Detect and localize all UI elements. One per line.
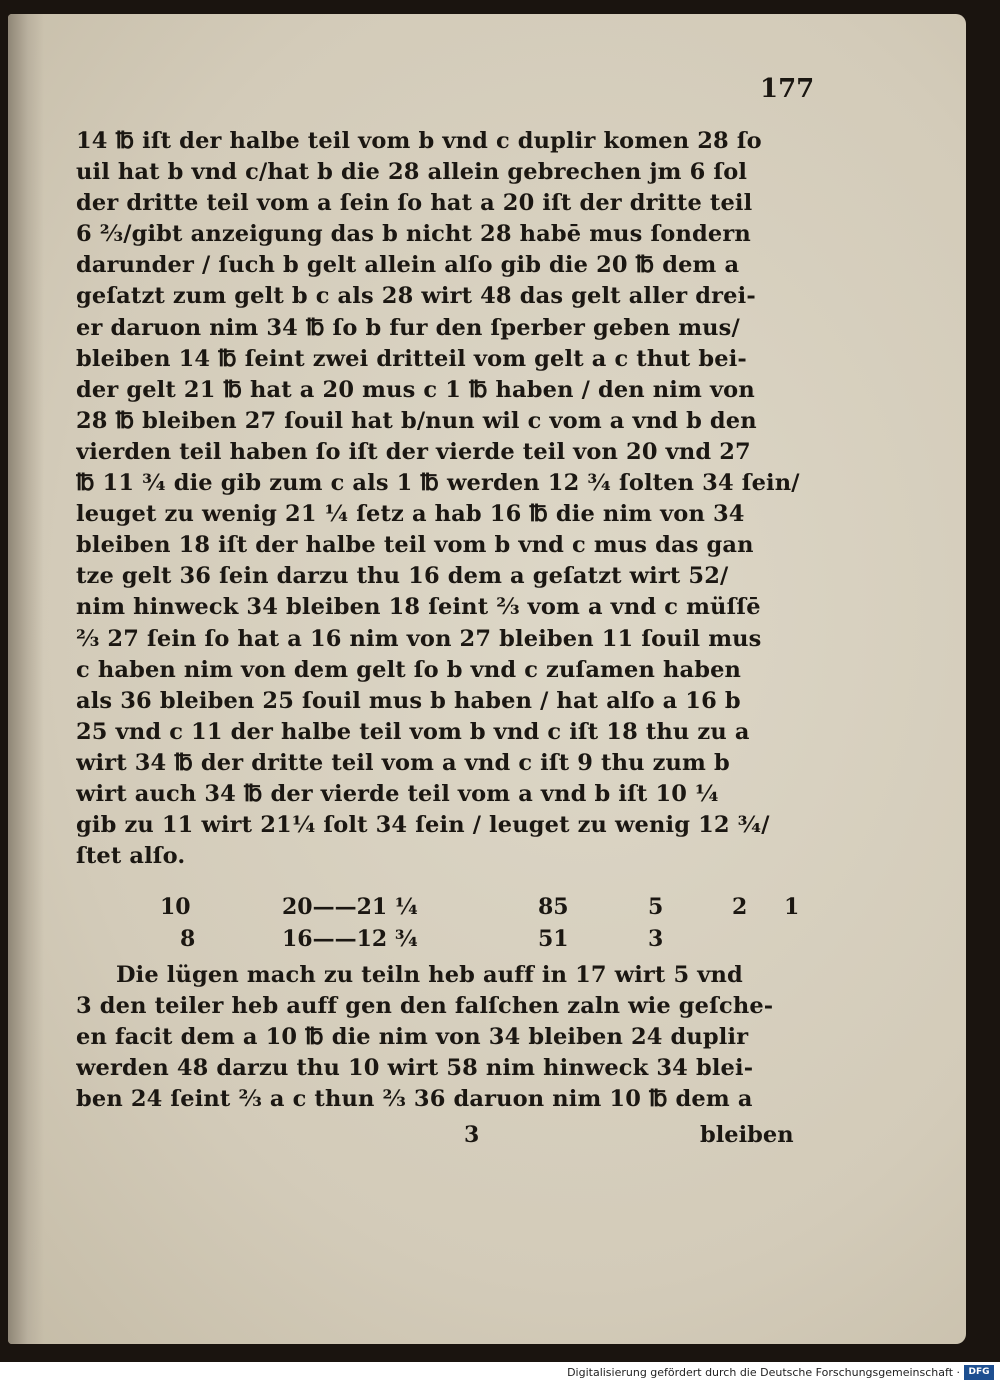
table-cell: 2 (732, 894, 748, 920)
text-line: der dritte teil vom a ſein ſo hat a 20 iſt der dritte teil (76, 190, 753, 217)
text-line: wirt auch 34 ℔ der vierde teil vom a vnd b iſt 10 ¼ (76, 780, 719, 807)
text-line: nim hinweck 34 bleiben 18 ſeint ⅔ vom a vnd c müſſē (76, 594, 761, 621)
text-line: 3 den teiler heb auff gen den falſchen zaln wie geſche- (76, 993, 774, 1020)
text-line: der gelt 21 ℔ hat a 20 mus c 1 ℔ haben / den nim von (76, 376, 755, 403)
text-line: 28 ℔ bleiben 27 ſouil hat b/nun wil c vom a vnd b den (76, 407, 757, 434)
text-line: 14 ℔ iſt der halbe teil vom b vnd c duplir komen 28 ſo (76, 128, 762, 154)
text-line: geſatzt zum gelt b c als 28 wirt 48 das gelt aller drei- (76, 283, 756, 310)
page-binding-shadow (8, 14, 44, 1344)
table-cell: 51 (538, 926, 569, 952)
table-cell: 20——21 ¼ (282, 894, 418, 920)
text-line: bleiben 18 iſt der halbe teil vom b vnd c mus das gan (76, 532, 754, 559)
table-cell: 16——12 ¾ (282, 926, 418, 952)
text-line: 6 ⅔/gibt anzeigung das b nicht 28 habē mus ſondern (76, 221, 751, 248)
text-line: gib zu 11 wirt 21¼ ſolt 34 ſein / leuget zu wenig 12 ¾/ (76, 812, 770, 839)
table-cell: 5 (648, 894, 664, 920)
second-paragraph (76, 960, 816, 1115)
text-line: c haben nim von dem gelt ſo b vnd c zuſamen haben (76, 656, 742, 683)
text-line: en facit dem a 10 ℔ die nim von 34 bleiben 24 duplir (76, 1024, 749, 1051)
text-line: er daruon nim 34 ℔ ſo b fur den ſperber geben mus/ (76, 314, 740, 341)
text-line: ben 24 ſeint ⅔ a c thun ⅔ 36 daruon nim 10 ℔ dem a (76, 1086, 753, 1113)
main-paragraph (76, 126, 816, 872)
text-line: 25 vnd c 11 der halbe teil vom b vnd c iſt 18 thu zu a (76, 718, 750, 745)
text-line: ℔ 11 ¾ die gib zum c als 1 ℔ werden 12 ¾ ſolten 34 ſein/ (76, 470, 800, 497)
table-cell: 1 (784, 894, 800, 920)
text-line: tze gelt 36 ſein darzu thu 16 dem a geſatzt wirt 52/ (76, 563, 729, 590)
text-line: werden 48 darzu thu 10 wirt 58 nim hinweck 34 blei- (76, 1055, 754, 1082)
text-line: uil hat b vnd c/hat b die 28 allein gebrechen jm 6 ſol (76, 159, 748, 186)
funding-credit: Digitalisierung gefördert durch die Deutsche Forschungsgemeinschaft · (567, 1366, 960, 1379)
text-line: Die lügen mach zu teiln heb auff in 17 wirt 5 vnd (116, 962, 743, 988)
dfg-logo-icon: DFG (964, 1365, 994, 1380)
text-line: wirt 34 ℔ der dritte teil vom a vnd c iſt 9 thu zum b (76, 749, 730, 776)
text-line: als 36 bleiben 25 ſouil mus b haben / hat alſo a 16 b (76, 687, 741, 714)
page-number: 177 (760, 74, 815, 104)
table-cell: 3 (648, 926, 664, 952)
footer-bar (0, 1362, 1000, 1384)
signature-mark: 3 (464, 1122, 480, 1148)
table-cell: 85 (538, 894, 569, 920)
table-cell: 8 (180, 926, 196, 952)
text-line: ſtet alſo. (76, 843, 186, 870)
table-cell: 10 (160, 894, 191, 920)
catchword: bleiben (700, 1122, 794, 1148)
text-line: darunder / ſuch b gelt allein alſo gib die 20 ℔ dem a (76, 252, 740, 279)
text-line: ⅔ 27 ſein ſo hat a 16 nim von 27 bleiben 11 ſouil mus (76, 625, 762, 652)
text-line: bleiben 14 ℔ ſeint zwei dritteil vom gelt a c thut bei- (76, 345, 747, 372)
calculation-table (150, 890, 810, 956)
text-line: leuget zu wenig 21 ¼ ſetz a hab 16 ℔ die nim von 34 (76, 501, 745, 528)
text-line: vierden teil haben ſo iſt der vierde teil von 20 vnd 27 (76, 438, 751, 465)
